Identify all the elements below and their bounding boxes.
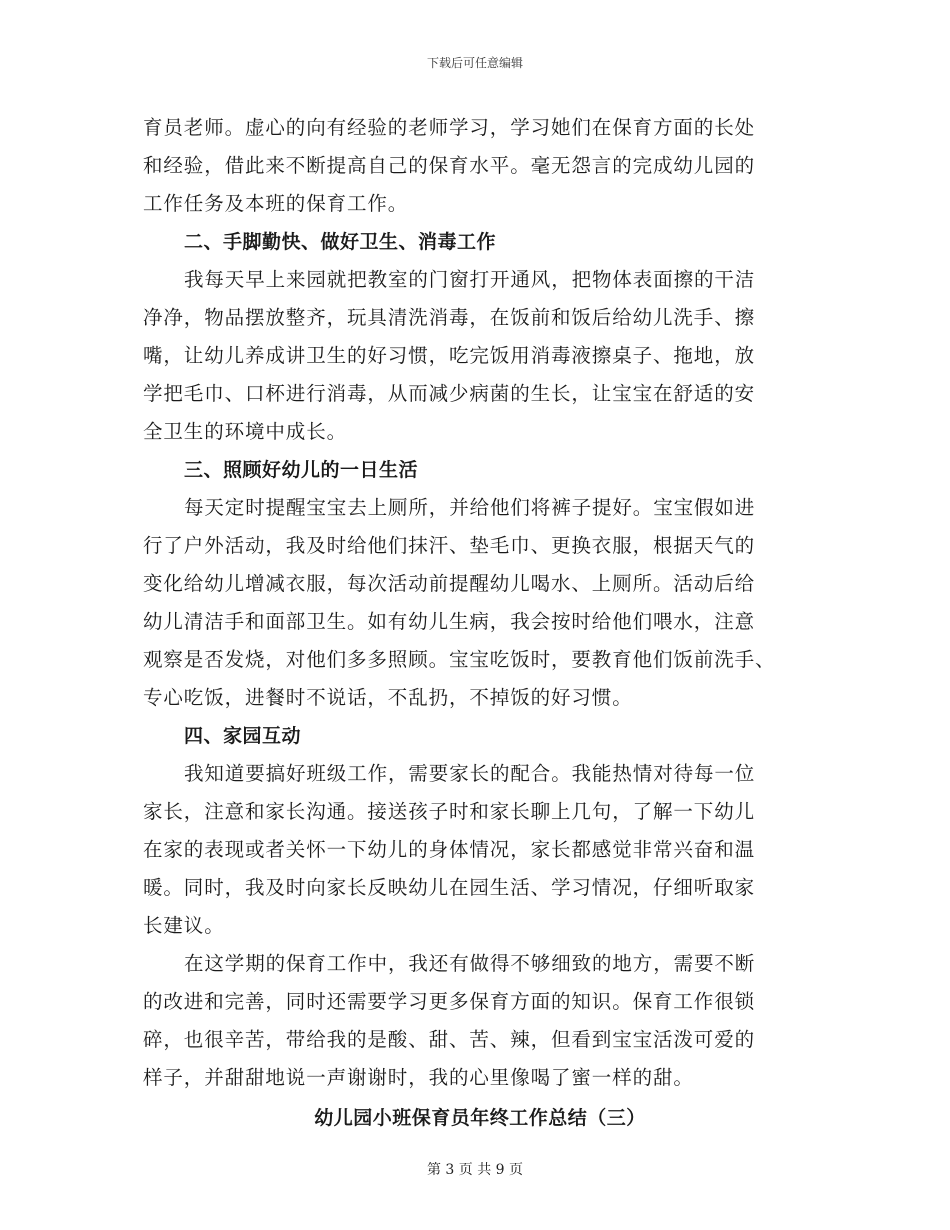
body-line: 净净，物品摆放整齐，玩具清洗消毒，在饭前和饭后给幼儿洗手、擦: [143, 306, 756, 329]
body-line: 嘴，让幼儿养成讲卫生的好习惯，吃完饭用消毒液擦桌子、拖地，放: [143, 344, 756, 367]
body-line: 暖。同时，我及时向家长反映幼儿在园生活、学习情况，仔细听取家: [143, 876, 756, 899]
page-footer: 第 3 页 共 9 页: [426, 1162, 524, 1178]
section-heading: 四、家园互动: [184, 725, 302, 747]
body-line: 育员老师。虚心的向有经验的老师学习，学习她们在保育方面的长处: [143, 116, 756, 139]
body-line: 样子，并甜甜地说一声谢谢时，我的心里像喝了蜜一样的甜。: [143, 1066, 694, 1089]
body-line: 全卫生的环境中成长。: [143, 420, 348, 443]
body-line: 观察是否发烧，对他们多多照顾。宝宝吃饭时，要教育他们饭前洗手、: [143, 648, 776, 671]
body-line: 家长，注意和家长沟通。接送孩子时和家长聊上几句，了解一下幼儿: [143, 800, 756, 823]
body-line: 的改进和完善，同时还需要学习更多保育方面的知识。保育工作很锁: [143, 990, 756, 1013]
section-heading: 二、手脚勤快、做好卫生、消毒工作: [184, 231, 497, 253]
body-line: 我知道要搞好班级工作，需要家长的配合。我能热情对待每一位: [184, 762, 756, 785]
body-line: 在这学期的保育工作中，我还有做得不够细致的地方，需要不断: [184, 952, 756, 975]
section-heading: 三、照顾好幼儿的一日生活: [184, 459, 419, 481]
body-line: 碎，也很辛苦，带给我的是酸、甜、苦、辣，但看到宝宝活泼可爱的: [143, 1028, 756, 1051]
body-line: 和经验，借此来不断提高自己的保育水平。毫无怨言的完成幼儿园的: [143, 154, 756, 177]
body-line: 专心吃饭，进餐时不说话，不乱扔，不掉饭的好习惯。: [143, 686, 633, 709]
body-line: 幼儿清洁手和面部卫生。如有幼儿生病，我会按时给他们喂水，注意: [143, 610, 756, 633]
body-line: 工作任务及本班的保育工作。: [143, 192, 409, 215]
body-line: 学把毛巾、口杯进行消毒，从而减少病菌的生长，让宝宝在舒适的安: [143, 382, 756, 405]
body-line: 在家的表现或者关怀一下幼儿的身体情况，家长都感觉非常兴奋和温: [143, 838, 756, 861]
body-line: 我每天早上来园就把教室的门窗打开通风，把物体表面擦的干洁: [184, 268, 756, 291]
document-body: [143, 109, 809, 1137]
body-line: 行了户外活动，我及时给他们抹汗、垫毛巾、更换衣服，根据天气的: [143, 534, 756, 557]
body-line: 长建议。: [143, 914, 225, 937]
body-line: 变化给幼儿增减衣服，每次活动前提醒幼儿喝水、上厕所。活动后给: [143, 572, 756, 595]
document-title: 幼儿园小班保育员年终工作总结（三）: [314, 1107, 646, 1129]
page-header: 下载后可任意编辑: [426, 56, 523, 70]
body-line: 每天定时提醒宝宝去上厕所，并给他们将裤子提好。宝宝假如进: [184, 496, 756, 519]
